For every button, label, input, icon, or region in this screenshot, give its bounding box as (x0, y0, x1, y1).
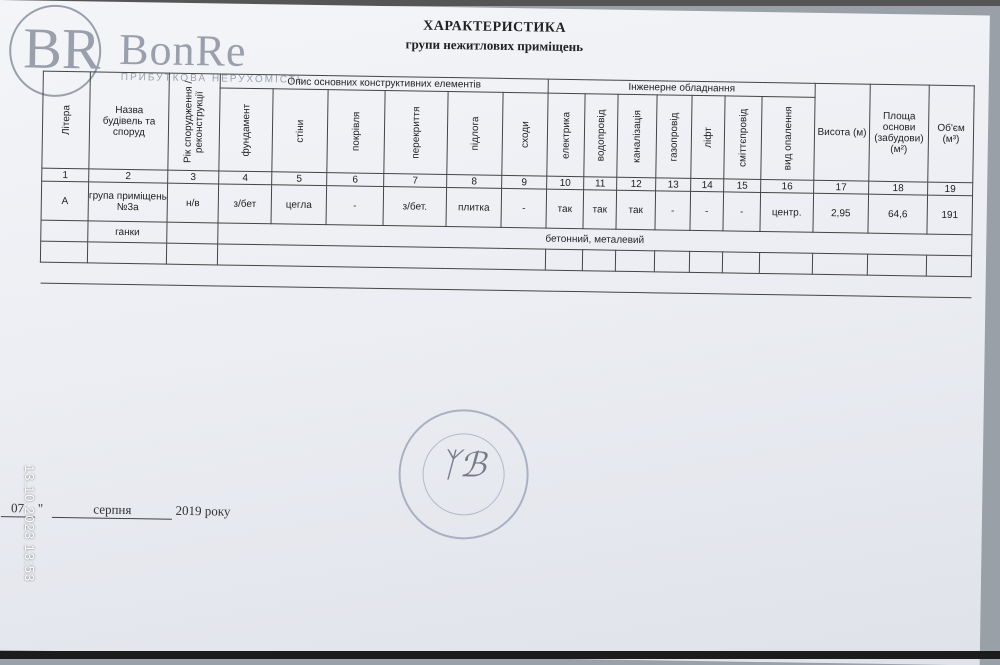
photo-timestamp: 13.10.2023 13:53 (22, 465, 37, 583)
cell-stairs: - (501, 188, 547, 228)
col-num: 8 (447, 175, 502, 189)
header-foundation: фундамент (219, 88, 273, 172)
cell-name: група приміщень №3а (88, 182, 168, 222)
cell-litera: А (41, 181, 89, 221)
header-heating: вид опалення (761, 97, 815, 181)
col-num: 5 (272, 172, 327, 186)
characteristics-table (40, 71, 975, 299)
date-year: 2019 року (175, 502, 231, 519)
cell-walls: цегла (271, 185, 327, 225)
col-num: 7 (384, 174, 447, 188)
logo-brand: BonRe (118, 24, 247, 76)
cell-garbage: - (723, 192, 761, 232)
header-litera: Літера (42, 71, 91, 169)
cell-water: так (583, 190, 617, 230)
date-quote-close: " (37, 500, 44, 516)
header-name: Назва будівель та споруд (89, 72, 170, 170)
col-num: 2 (89, 169, 168, 183)
header-garbage: сміттєпровід (724, 96, 762, 179)
title-sub: групи нежитлових приміщень (405, 36, 584, 55)
date-month: серпня (52, 501, 172, 520)
header-lift: ліфт (691, 96, 725, 179)
logo-tagline: ПРИБУТКОВА НЕРУХОМІСТЬ (120, 71, 306, 86)
cell-floor: плитка (446, 188, 502, 228)
header-area: Площа основи (забудови) (м²) (869, 84, 930, 182)
header-floor: підлога (447, 92, 503, 176)
header-group-engineering: Інженерне обладнання (548, 79, 815, 97)
cell-area: 64,6 (868, 194, 928, 234)
col-num: 9 (502, 175, 547, 189)
header-water: водопровід (584, 94, 618, 177)
cell-year: н/в (167, 183, 219, 223)
col-num: 1 (42, 168, 89, 182)
title-main: ХАРАКТЕРИСТИКА (423, 18, 567, 36)
bottom-edge (0, 651, 1000, 659)
header-gas: газопровід (656, 95, 692, 178)
header-roof: покрівля (327, 90, 385, 174)
cell-roof: - (326, 186, 384, 226)
cell-empty (41, 220, 88, 242)
col-num: 17 (814, 180, 869, 194)
col-num: 13 (656, 178, 691, 192)
date-day: 07 (0, 500, 34, 518)
document-title (379, 18, 610, 56)
cell-electric: так (546, 189, 584, 229)
cell-ganky-name: ганки (88, 221, 167, 243)
header-sewer: каналізація (617, 94, 657, 177)
col-num: 6 (327, 173, 384, 187)
cell-height: 2,95 (813, 193, 869, 233)
cell-ganky-desc: бетонний, металевий (218, 223, 972, 256)
col-num: 16 (761, 179, 814, 193)
col-num: 15 (724, 179, 761, 193)
cell-volume: 191 (927, 195, 973, 235)
col-num: 19 (928, 182, 973, 196)
header-group-constructive: Опис основних конструктивних елементів (220, 74, 548, 93)
col-num: 3 (168, 170, 219, 184)
col-num: 4 (219, 171, 272, 185)
signature-icon: ᛉℬ (438, 446, 487, 485)
cell-sewer: так (616, 190, 656, 230)
cell-gas: - (655, 191, 691, 231)
col-num: 18 (869, 181, 928, 195)
col-num: 14 (691, 178, 724, 192)
header-ceiling: перекриття (384, 91, 448, 175)
header-electric: електрика (547, 93, 585, 176)
cell-foundation: з/бет (218, 184, 272, 224)
cell-heating: центр. (760, 192, 814, 232)
header-height: Висота (м) (814, 83, 871, 181)
header-stairs: сходи (502, 93, 548, 177)
header-year: Рік спорудження / реконструкції (168, 73, 221, 171)
col-num: 12 (617, 177, 656, 191)
cell-lift: - (690, 191, 724, 231)
logo-monogram: BR (22, 15, 102, 82)
col-num: 10 (547, 176, 584, 190)
cell-ceiling: з/бет. (383, 187, 447, 227)
header-volume: Об'єм (м³) (928, 85, 975, 183)
col-num: 11 (584, 177, 617, 191)
header-walls: стіни (272, 89, 328, 173)
official-stamp (398, 408, 530, 540)
cell-empty (167, 222, 218, 244)
